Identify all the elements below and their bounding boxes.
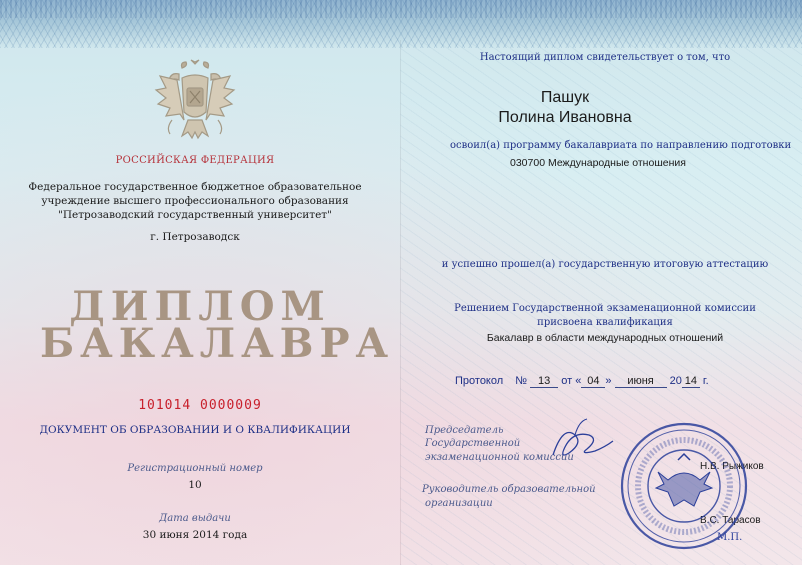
protocol-number-sign: № [515, 375, 528, 387]
protocol-label: Протокол [455, 375, 504, 387]
document-type: ДОКУМЕНТ ОБ ОБРАЗОВАНИИ И О КВАЛИФИКАЦИИ [39, 424, 351, 436]
chair-name: Н.В. Рыжиков [700, 461, 764, 472]
official-seal-icon [618, 420, 750, 552]
registration-number: 10 [188, 479, 202, 491]
program-statement: освоил(а) программу бакалавриата по направлению подготовки [450, 140, 792, 151]
protocol-row: Протокол № 13 от « 04 » июня 20 14 г. [455, 375, 709, 387]
certifies-text: Настоящий диплом свидетельствует о том, что [479, 52, 731, 63]
protocol-year-prefix: 20 [669, 375, 682, 387]
graduate-surname: Пашук [540, 89, 590, 106]
protocol-day: 04 [581, 375, 605, 388]
issue-date: 30 июня 2014 года [142, 529, 248, 541]
protocol-year-suffix: г. [702, 375, 709, 387]
issue-date-label: Дата выдачи [159, 513, 231, 524]
serial-number: 101014 0000009 [138, 398, 262, 413]
graduate-given-names: Полина Ивановна [498, 109, 632, 126]
commission-decision-line-1: Решением Государственной экзаменационной комиссии [454, 303, 756, 314]
page-fold [400, 40, 401, 565]
protocol-year: 14 [682, 375, 700, 388]
protocol-from: от [561, 375, 573, 387]
chair-label-line-3: экзаменационной комиссии [425, 452, 574, 463]
specialty: 030700 Международные отношения [510, 157, 686, 169]
protocol-number: 13 [530, 375, 558, 388]
head-label-line-1: Руководитель образовательной [422, 484, 596, 495]
decorative-border [0, 0, 802, 48]
head-label-line-2: организации [425, 498, 493, 509]
institution-line-3: "Петрозаводский государственный университет" [58, 209, 332, 221]
coat-of-arms-icon [152, 58, 238, 146]
chair-signature [545, 415, 615, 470]
city: г. Петрозаводск [150, 231, 240, 243]
registration-label: Регистрационный номер [127, 463, 263, 474]
chair-label-line-1: Председатель [425, 425, 504, 436]
protocol-month: июня [615, 375, 667, 388]
commission-decision-line-2: присвоена квалификация [537, 317, 673, 328]
diploma-degree: БАКАЛАВРА [40, 320, 395, 367]
institution-line-1: Федеральное государственное бюджетное образовательное [28, 181, 362, 193]
federation-label: РОССИЙСКАЯ ФЕДЕРАЦИЯ [115, 155, 275, 166]
chair-label-line-2: Государственной [425, 438, 521, 449]
qualification: Бакалавр в области международных отношений [486, 332, 724, 344]
head-name: В.С. Тарасов [700, 515, 761, 526]
diploma-title: ДИПЛОМ [69, 283, 331, 330]
institution-line-2: учреждение высшего профессионального образования [41, 195, 349, 207]
seal-place: М.П. [717, 532, 743, 543]
attestation-statement: и успешно прошел(а) государственную итоговую аттестацию [441, 259, 769, 270]
